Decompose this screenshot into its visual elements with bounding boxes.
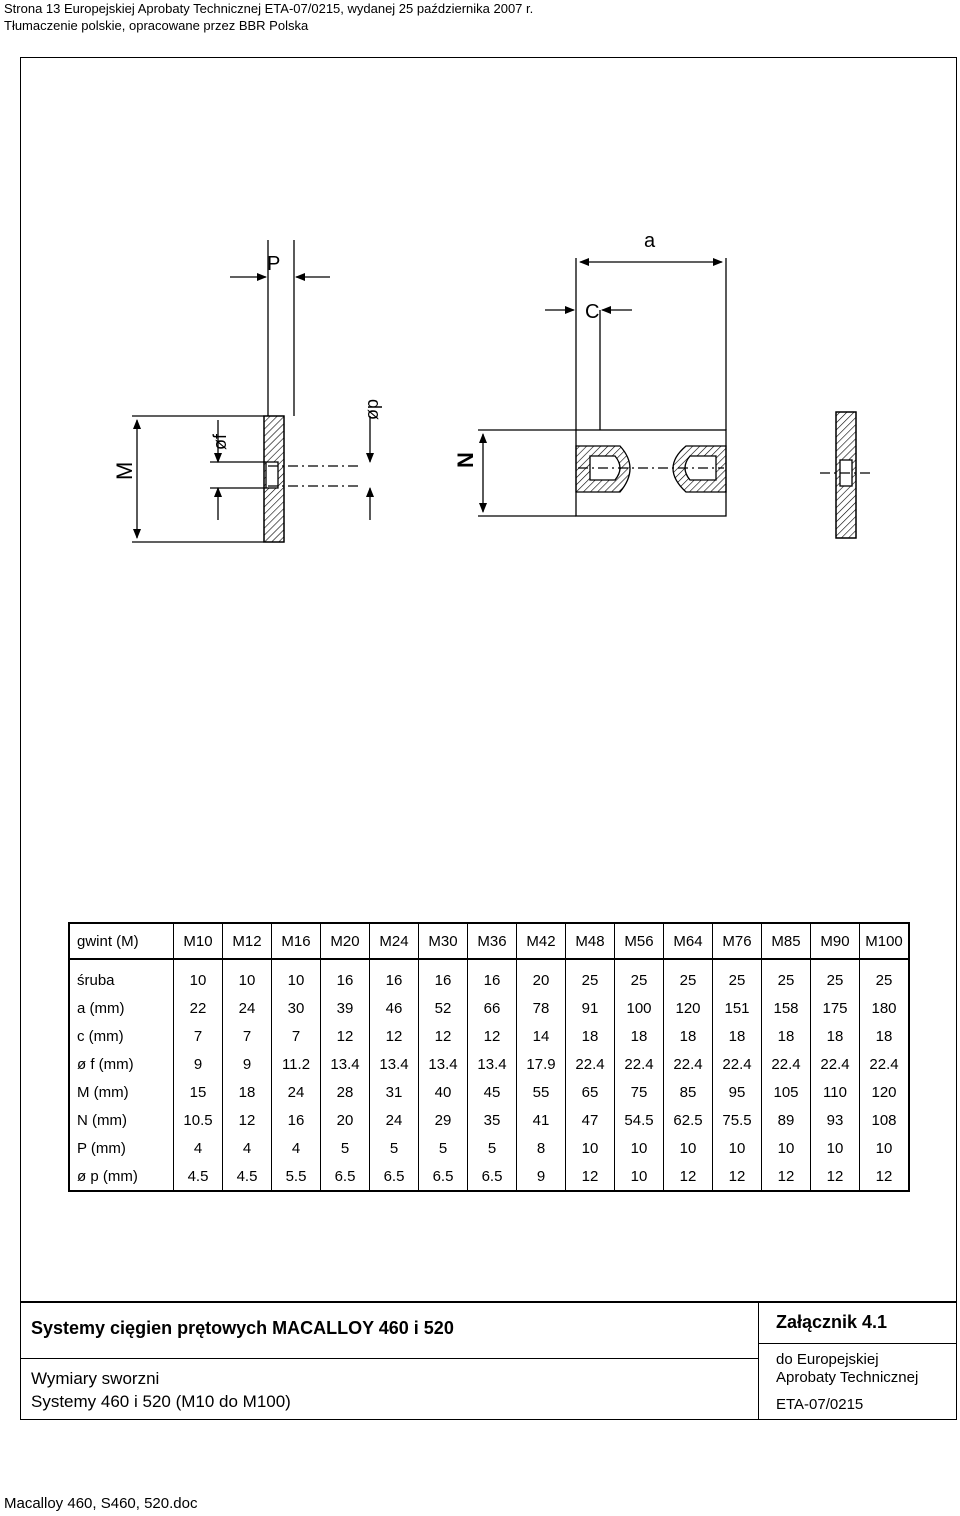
table-cell: 9: [174, 1050, 223, 1078]
table-cell: 16: [468, 959, 517, 994]
table-cell: 45: [468, 1078, 517, 1106]
header-cell: M20: [321, 923, 370, 959]
table-cell: 100: [615, 994, 664, 1022]
row-label: P (mm): [69, 1134, 174, 1162]
table-cell: 9: [223, 1050, 272, 1078]
table-cell: 25: [664, 959, 713, 994]
table-cell: 6.5: [468, 1162, 517, 1191]
dimensions-table: [68, 922, 910, 1192]
table-cell: 158: [762, 994, 811, 1022]
table-cell: 93: [811, 1106, 860, 1134]
table-cell: 22.4: [615, 1050, 664, 1078]
table-cell: 18: [713, 1022, 762, 1050]
table-row: [69, 1078, 909, 1106]
table-cell: 52: [419, 994, 468, 1022]
table-cell: 22.4: [811, 1050, 860, 1078]
table-header-row: [69, 923, 909, 959]
table-cell: 5: [468, 1134, 517, 1162]
table-cell: 18: [566, 1022, 615, 1050]
row-label: M (mm): [69, 1078, 174, 1106]
header-cell: M42: [517, 923, 566, 959]
table-cell: 10: [811, 1134, 860, 1162]
header-cell: M56: [615, 923, 664, 959]
table-cell: 22.4: [762, 1050, 811, 1078]
table-cell: 16: [321, 959, 370, 994]
table-cell: 41: [517, 1106, 566, 1134]
table-cell: 22.4: [664, 1050, 713, 1078]
row-label: ø f (mm): [69, 1050, 174, 1078]
table-cell: 10: [615, 1134, 664, 1162]
header-cell: M76: [713, 923, 762, 959]
table-cell: 12: [419, 1022, 468, 1050]
ref-line-3: ETA-07/0215: [776, 1396, 864, 1413]
table-cell: 8: [517, 1134, 566, 1162]
table-cell: 5: [321, 1134, 370, 1162]
table-cell: 55: [517, 1078, 566, 1106]
table-cell: 4.5: [174, 1162, 223, 1191]
table-cell: 120: [664, 994, 713, 1022]
table-cell: 110: [811, 1078, 860, 1106]
title-divider: [21, 1358, 758, 1359]
table-cell: 62.5: [664, 1106, 713, 1134]
label-m: M: [112, 461, 137, 480]
table-cell: 31: [370, 1078, 419, 1106]
header-cell: M100: [860, 923, 910, 959]
row-label: c (mm): [69, 1022, 174, 1050]
table-cell: 85: [664, 1078, 713, 1106]
table-cell: 39: [321, 994, 370, 1022]
table-cell: 22.4: [860, 1050, 910, 1078]
front-view: [478, 258, 726, 516]
table-cell: 40: [419, 1078, 468, 1106]
table-cell: 22: [174, 994, 223, 1022]
table-cell: 6.5: [321, 1162, 370, 1191]
table-cell: 25: [615, 959, 664, 994]
table-cell: 46: [370, 994, 419, 1022]
table-cell: 13.4: [419, 1050, 468, 1078]
table-cell: 10: [272, 959, 321, 994]
washer-view: [820, 412, 872, 538]
table-cell: 10: [713, 1134, 762, 1162]
table-cell: 4: [223, 1134, 272, 1162]
subtitle-2: Systemy 460 i 520 (M10 do M100): [31, 1392, 291, 1411]
table-cell: 30: [272, 994, 321, 1022]
table-cell: 78: [517, 994, 566, 1022]
table-cell: 5: [370, 1134, 419, 1162]
table-cell: 24: [370, 1106, 419, 1134]
table-cell: 28: [321, 1078, 370, 1106]
table-cell: 18: [762, 1022, 811, 1050]
table-cell: 7: [272, 1022, 321, 1050]
header-cell: M85: [762, 923, 811, 959]
pin-drawing: [0, 0, 960, 620]
table-cell: 15: [174, 1078, 223, 1106]
table-cell: 4: [272, 1134, 321, 1162]
header-cell: M16: [272, 923, 321, 959]
subtitle-1: Wymiary sworzni: [31, 1369, 160, 1388]
table-cell: 12: [664, 1162, 713, 1191]
label-a: a: [644, 230, 656, 252]
table-cell: 13.4: [321, 1050, 370, 1078]
table-cell: 20: [321, 1106, 370, 1134]
table-cell: 13.4: [370, 1050, 419, 1078]
table-cell: 4: [174, 1134, 223, 1162]
table-cell: 47: [566, 1106, 615, 1134]
table-cell: 12: [762, 1162, 811, 1191]
table-cell: 13.4: [468, 1050, 517, 1078]
table-cell: 175: [811, 994, 860, 1022]
table-cell: 10: [860, 1134, 910, 1162]
row-label: ø p (mm): [69, 1162, 174, 1191]
table-cell: 35: [468, 1106, 517, 1134]
table-cell: 18: [860, 1022, 910, 1050]
table-row: [69, 1106, 909, 1134]
table-cell: 10: [566, 1134, 615, 1162]
table-cell: 108: [860, 1106, 910, 1134]
header-cell: M10: [174, 923, 223, 959]
table-cell: 14: [517, 1022, 566, 1050]
table-cell: 24: [223, 994, 272, 1022]
table-cell: 16: [419, 959, 468, 994]
row-label: N (mm): [69, 1106, 174, 1134]
header-cell: M12: [223, 923, 272, 959]
table-cell: 105: [762, 1078, 811, 1106]
table-row: [69, 1050, 909, 1078]
table-cell: 10: [762, 1134, 811, 1162]
table-cell: 10: [174, 959, 223, 994]
table-cell: 16: [272, 1106, 321, 1134]
table-cell: 54.5: [615, 1106, 664, 1134]
table-cell: 10: [615, 1162, 664, 1191]
table-cell: 25: [860, 959, 910, 994]
table-cell: 10: [223, 959, 272, 994]
table-cell: 75.5: [713, 1106, 762, 1134]
table-cell: 7: [223, 1022, 272, 1050]
table-cell: 180: [860, 994, 910, 1022]
label-p: P: [267, 253, 281, 275]
ref-line-2: Aprobaty Technicznej: [776, 1369, 919, 1386]
annex-divider: [758, 1343, 956, 1344]
table-cell: 9: [517, 1162, 566, 1191]
header-cell: M64: [664, 923, 713, 959]
table-cell: 25: [566, 959, 615, 994]
table-row: [69, 1162, 909, 1191]
header-line-1: Strona 13 Europejskiej Aprobaty Technicznej ETA-07/0215, wydanej 25 października 2007 r.: [4, 1, 534, 16]
table-cell: 120: [860, 1078, 910, 1106]
table-cell: 18: [664, 1022, 713, 1050]
table-cell: 6.5: [370, 1162, 419, 1191]
table-cell: 75: [615, 1078, 664, 1106]
row-label: śruba: [69, 959, 174, 994]
header-line-2: Tłumaczenie polskie, opracowane przez BBR Polska: [4, 18, 309, 33]
header-cell: M48: [566, 923, 615, 959]
table-cell: 25: [713, 959, 762, 994]
table-cell: 12: [223, 1106, 272, 1134]
table-cell: 12: [370, 1022, 419, 1050]
table-cell: 12: [811, 1162, 860, 1191]
label-phi-p: øp: [362, 398, 382, 420]
table-cell: 12: [468, 1022, 517, 1050]
label-c: C: [585, 301, 600, 323]
header-cell: M24: [370, 923, 419, 959]
table-cell: 89: [762, 1106, 811, 1134]
table-cell: 29: [419, 1106, 468, 1134]
title-block: [20, 1302, 957, 1420]
table-cell: 18: [615, 1022, 664, 1050]
annex-label: Załącznik 4.1: [776, 1312, 888, 1332]
table-row: [69, 994, 909, 1022]
table-cell: 25: [762, 959, 811, 994]
table-cell: 22.4: [566, 1050, 615, 1078]
table-row: [69, 1134, 909, 1162]
document-title: Systemy cięgien prętowych MACALLOY 460 i 520: [31, 1318, 454, 1338]
table-cell: 5: [419, 1134, 468, 1162]
table-cell: 66: [468, 994, 517, 1022]
table-cell: 7: [174, 1022, 223, 1050]
table-cell: 4.5: [223, 1162, 272, 1191]
header-cell: M30: [419, 923, 468, 959]
header-cell: M36: [468, 923, 517, 959]
table-cell: 6.5: [419, 1162, 468, 1191]
side-view: [132, 240, 370, 542]
table-row: [69, 1022, 909, 1050]
table-cell: 12: [321, 1022, 370, 1050]
table-cell: 12: [566, 1162, 615, 1191]
header-label: gwint (M): [69, 923, 174, 959]
table-cell: 12: [860, 1162, 910, 1191]
table-cell: 17.9: [517, 1050, 566, 1078]
table-cell: 22.4: [713, 1050, 762, 1078]
footer-filename: Macalloy 460, S460, 520.doc: [4, 1495, 198, 1512]
table-cell: 10: [664, 1134, 713, 1162]
table-cell: 10.5: [174, 1106, 223, 1134]
table-cell: 5.5: [272, 1162, 321, 1191]
table-row: [69, 959, 909, 994]
table-cell: 151: [713, 994, 762, 1022]
table-cell: 25: [811, 959, 860, 994]
table-cell: 91: [566, 994, 615, 1022]
table-cell: 65: [566, 1078, 615, 1106]
table-cell: 16: [370, 959, 419, 994]
label-n: N: [453, 452, 478, 468]
header-cell: M90: [811, 923, 860, 959]
table-cell: 18: [811, 1022, 860, 1050]
row-label: a (mm): [69, 994, 174, 1022]
ref-line-1: do Europejskiej: [776, 1351, 879, 1368]
table-cell: 12: [713, 1162, 762, 1191]
table-cell: 11.2: [272, 1050, 321, 1078]
table-cell: 95: [713, 1078, 762, 1106]
table-cell: 24: [272, 1078, 321, 1106]
table-cell: 20: [517, 959, 566, 994]
label-phi-f: øf: [210, 434, 230, 450]
table-cell: 18: [223, 1078, 272, 1106]
